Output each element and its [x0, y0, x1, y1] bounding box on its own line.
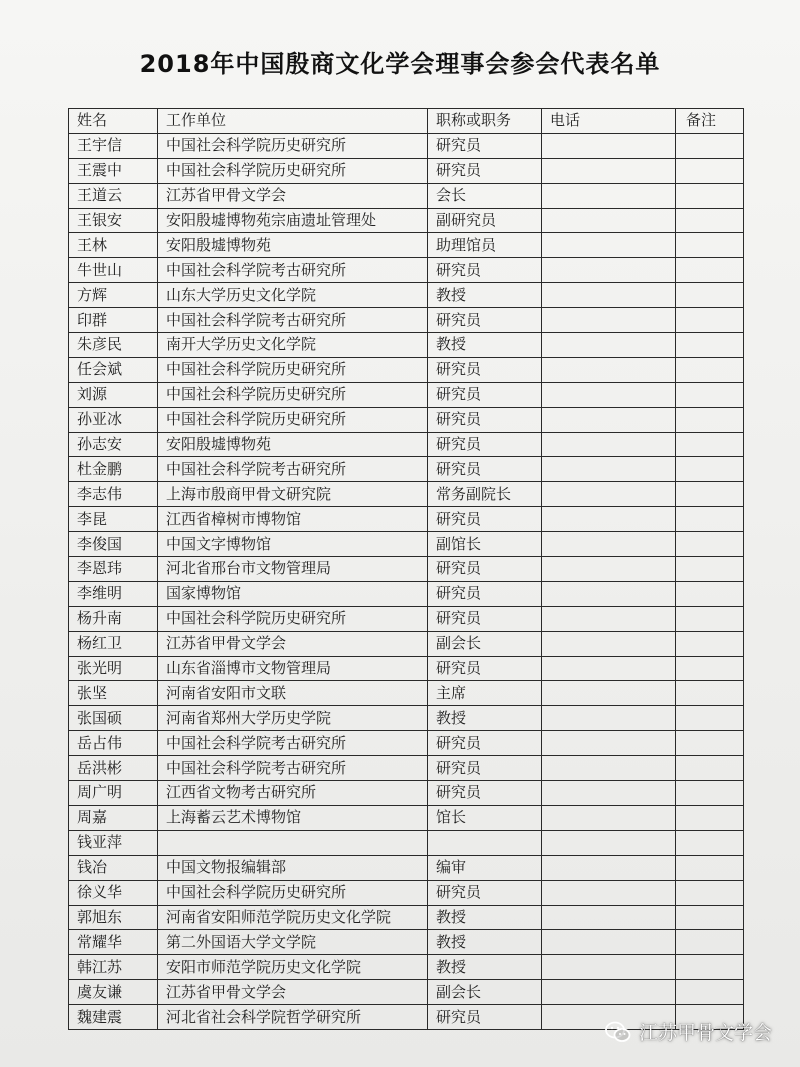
table-row	[69, 333, 744, 358]
cell-title: 副馆长	[428, 532, 542, 557]
cell-remarks	[676, 631, 744, 656]
cell-title: 研究员	[428, 756, 542, 781]
cell-unit: 河北省社会科学院哲学研究所	[158, 1005, 428, 1030]
cell-name: 杨红卫	[69, 631, 158, 656]
cell-remarks	[676, 681, 744, 706]
cell-title: 主席	[428, 681, 542, 706]
cell-title: 研究员	[428, 880, 542, 905]
cell-unit: 中国社会科学院历史研究所	[158, 407, 428, 432]
cell-phone	[542, 606, 676, 631]
cell-unit: 上海市殷商甲骨文研究院	[158, 482, 428, 507]
cell-name: 李恩玮	[69, 557, 158, 582]
cell-phone	[542, 905, 676, 930]
cell-name: 朱彦民	[69, 333, 158, 358]
cell-unit: 中国社会科学院历史研究所	[158, 880, 428, 905]
cell-name: 杨升南	[69, 606, 158, 631]
cell-title: 研究员	[428, 507, 542, 532]
cell-title: 副会长	[428, 980, 542, 1005]
table-row	[69, 756, 744, 781]
cell-title: 副研究员	[428, 208, 542, 233]
cell-title: 教授	[428, 930, 542, 955]
table-row	[69, 930, 744, 955]
table-row	[69, 407, 744, 432]
cell-phone	[542, 731, 676, 756]
cell-name: 周广明	[69, 781, 158, 806]
cell-remarks	[676, 507, 744, 532]
cell-name: 岳占伟	[69, 731, 158, 756]
cell-phone	[542, 183, 676, 208]
cell-title: 助理馆员	[428, 233, 542, 258]
cell-name: 钱冶	[69, 855, 158, 880]
table-row	[69, 905, 744, 930]
cell-unit: 国家博物馆	[158, 581, 428, 606]
cell-remarks	[676, 308, 744, 333]
table-row	[69, 955, 744, 980]
cell-unit: 河南省安阳市文联	[158, 681, 428, 706]
table-row	[69, 482, 744, 507]
cell-name: 刘源	[69, 382, 158, 407]
table-row	[69, 133, 744, 158]
cell-remarks	[676, 382, 744, 407]
table-row	[69, 357, 744, 382]
table-row	[69, 532, 744, 557]
cell-unit: 中国社会科学院考古研究所	[158, 258, 428, 283]
cell-remarks	[676, 980, 744, 1005]
table-header-row	[69, 109, 744, 134]
cell-remarks	[676, 183, 744, 208]
cell-name: 周嘉	[69, 805, 158, 830]
cell-title: 教授	[428, 905, 542, 930]
cell-title: 研究员	[428, 308, 542, 333]
cell-unit: 中国文物报编辑部	[158, 855, 428, 880]
cell-title: 教授	[428, 333, 542, 358]
cell-name: 王震中	[69, 158, 158, 183]
table-row	[69, 805, 744, 830]
cell-phone	[542, 581, 676, 606]
cell-name: 郭旭东	[69, 905, 158, 930]
table-row	[69, 208, 744, 233]
cell-name: 魏建震	[69, 1005, 158, 1030]
cell-remarks	[676, 432, 744, 457]
table-row	[69, 706, 744, 731]
cell-title: 研究员	[428, 606, 542, 631]
cell-name: 杜金鹏	[69, 457, 158, 482]
cell-phone	[542, 781, 676, 806]
table-row	[69, 781, 744, 806]
cell-phone	[542, 333, 676, 358]
cell-unit: 江苏省甲骨文学会	[158, 631, 428, 656]
table-row	[69, 557, 744, 582]
cell-title: 研究员	[428, 357, 542, 382]
cell-phone	[542, 258, 676, 283]
cell-title: 教授	[428, 955, 542, 980]
cell-unit: 江西省文物考古研究所	[158, 781, 428, 806]
cell-remarks	[676, 258, 744, 283]
cell-phone	[542, 756, 676, 781]
cell-remarks	[676, 955, 744, 980]
cell-phone	[542, 233, 676, 258]
cell-title: 研究员	[428, 1005, 542, 1030]
table-row	[69, 308, 744, 333]
cell-phone	[542, 308, 676, 333]
cell-remarks	[676, 930, 744, 955]
cell-phone	[542, 457, 676, 482]
table-row	[69, 606, 744, 631]
cell-remarks	[676, 532, 744, 557]
cell-remarks	[676, 706, 744, 731]
cell-unit: 中国社会科学院历史研究所	[158, 357, 428, 382]
cell-phone	[542, 830, 676, 855]
cell-name: 孙志安	[69, 432, 158, 457]
cell-phone	[542, 656, 676, 681]
cell-title: 副会长	[428, 631, 542, 656]
table-row	[69, 731, 744, 756]
cell-phone	[542, 955, 676, 980]
cell-phone	[542, 208, 676, 233]
cell-phone	[542, 283, 676, 308]
cell-remarks	[676, 855, 744, 880]
cell-remarks	[676, 805, 744, 830]
cell-name: 李俊国	[69, 532, 158, 557]
cell-unit: 中国社会科学院历史研究所	[158, 158, 428, 183]
cell-unit	[158, 830, 428, 855]
cell-name: 方辉	[69, 283, 158, 308]
document-title: 2018年中国殷商文化学会理事会参会代表名单	[139, 50, 661, 78]
header-phone: 电话	[542, 109, 676, 134]
cell-phone	[542, 880, 676, 905]
cell-title: 研究员	[428, 781, 542, 806]
cell-unit: 山东省淄博市文物管理局	[158, 656, 428, 681]
cell-phone	[542, 681, 676, 706]
cell-title	[428, 830, 542, 855]
cell-title: 研究员	[428, 457, 542, 482]
cell-title: 研究员	[428, 432, 542, 457]
cell-unit: 中国社会科学院考古研究所	[158, 457, 428, 482]
cell-remarks	[676, 208, 744, 233]
cell-name: 韩江苏	[69, 955, 158, 980]
cell-phone	[542, 980, 676, 1005]
attendee-table	[68, 108, 744, 1030]
cell-remarks	[676, 581, 744, 606]
cell-remarks	[676, 731, 744, 756]
cell-title: 教授	[428, 706, 542, 731]
table-row	[69, 158, 744, 183]
cell-phone	[542, 557, 676, 582]
cell-name: 岳洪彬	[69, 756, 158, 781]
watermark	[605, 1018, 772, 1045]
cell-remarks	[676, 482, 744, 507]
cell-unit: 中国社会科学院考古研究所	[158, 731, 428, 756]
cell-phone	[542, 805, 676, 830]
cell-remarks	[676, 457, 744, 482]
cell-title: 研究员	[428, 407, 542, 432]
table-row	[69, 283, 744, 308]
cell-title: 研究员	[428, 656, 542, 681]
cell-name: 徐义华	[69, 880, 158, 905]
cell-name: 虞友谦	[69, 980, 158, 1005]
cell-remarks	[676, 407, 744, 432]
cell-unit: 南开大学历史文化学院	[158, 333, 428, 358]
cell-title: 研究员	[428, 557, 542, 582]
cell-title: 馆长	[428, 805, 542, 830]
cell-phone	[542, 432, 676, 457]
wechat-icon	[605, 1021, 631, 1043]
cell-name: 张光明	[69, 656, 158, 681]
cell-unit: 第二外国语大学文学院	[158, 930, 428, 955]
cell-phone	[542, 532, 676, 557]
cell-remarks	[676, 656, 744, 681]
cell-remarks	[676, 781, 744, 806]
cell-unit: 中国社会科学院历史研究所	[158, 606, 428, 631]
cell-remarks	[676, 756, 744, 781]
cell-title: 教授	[428, 283, 542, 308]
cell-name: 李志伟	[69, 482, 158, 507]
table-row	[69, 457, 744, 482]
cell-name: 张国硕	[69, 706, 158, 731]
cell-unit: 上海蓄云艺术博物馆	[158, 805, 428, 830]
cell-unit: 中国文字博物馆	[158, 532, 428, 557]
cell-title: 会长	[428, 183, 542, 208]
cell-unit: 中国社会科学院考古研究所	[158, 756, 428, 781]
watermark-text: 江苏甲骨文学会	[638, 1022, 772, 1044]
cell-remarks	[676, 133, 744, 158]
cell-phone	[542, 855, 676, 880]
cell-name: 常耀华	[69, 930, 158, 955]
cell-phone	[542, 158, 676, 183]
table-row	[69, 681, 744, 706]
header-unit: 工作单位	[158, 109, 428, 134]
cell-unit: 安阳殷墟博物苑	[158, 233, 428, 258]
table-row	[69, 258, 744, 283]
cell-unit: 河南省郑州大学历史学院	[158, 706, 428, 731]
cell-name: 王林	[69, 233, 158, 258]
cell-name: 王银安	[69, 208, 158, 233]
cell-remarks	[676, 158, 744, 183]
cell-name: 王宇信	[69, 133, 158, 158]
cell-title: 研究员	[428, 382, 542, 407]
cell-unit: 江苏省甲骨文学会	[158, 183, 428, 208]
cell-title: 研究员	[428, 258, 542, 283]
table-row	[69, 183, 744, 208]
cell-name: 李维明	[69, 581, 158, 606]
cell-name: 钱亚萍	[69, 830, 158, 855]
cell-title: 研究员	[428, 158, 542, 183]
cell-unit: 安阳市师范学院历史文化学院	[158, 955, 428, 980]
cell-unit: 河北省邢台市文物管理局	[158, 557, 428, 582]
table-row	[69, 233, 744, 258]
cell-remarks	[676, 905, 744, 930]
cell-phone	[542, 482, 676, 507]
cell-phone	[542, 133, 676, 158]
cell-unit: 中国社会科学院历史研究所	[158, 133, 428, 158]
cell-title: 常务副院长	[428, 482, 542, 507]
header-name: 姓名	[69, 109, 158, 134]
cell-phone	[542, 382, 676, 407]
cell-phone	[542, 706, 676, 731]
cell-title: 研究员	[428, 731, 542, 756]
cell-title: 研究员	[428, 133, 542, 158]
cell-unit: 中国社会科学院历史研究所	[158, 382, 428, 407]
cell-name: 孙亚冰	[69, 407, 158, 432]
cell-remarks	[676, 606, 744, 631]
table-row	[69, 656, 744, 681]
cell-remarks	[676, 557, 744, 582]
cell-unit: 江苏省甲骨文学会	[158, 980, 428, 1005]
cell-phone	[542, 507, 676, 532]
cell-name: 李昆	[69, 507, 158, 532]
cell-remarks	[676, 880, 744, 905]
cell-name: 王道云	[69, 183, 158, 208]
cell-remarks	[676, 357, 744, 382]
cell-unit: 安阳殷墟博物苑宗庙遗址管理处	[158, 208, 428, 233]
table-row	[69, 382, 744, 407]
cell-title: 研究员	[428, 581, 542, 606]
header-remarks: 备注	[676, 109, 744, 134]
cell-phone	[542, 631, 676, 656]
table-row	[69, 581, 744, 606]
cell-phone	[542, 930, 676, 955]
cell-phone	[542, 357, 676, 382]
cell-unit: 江西省樟树市博物馆	[158, 507, 428, 532]
cell-unit: 山东大学历史文化学院	[158, 283, 428, 308]
table-row	[69, 631, 744, 656]
cell-name: 任会斌	[69, 357, 158, 382]
header-title: 职称或职务	[428, 109, 542, 134]
cell-unit: 河南省安阳师范学院历史文化学院	[158, 905, 428, 930]
table-row	[69, 880, 744, 905]
cell-remarks	[676, 333, 744, 358]
cell-name: 印群	[69, 308, 158, 333]
cell-remarks	[676, 830, 744, 855]
cell-remarks	[676, 283, 744, 308]
cell-name: 张坚	[69, 681, 158, 706]
cell-unit: 中国社会科学院考古研究所	[158, 308, 428, 333]
table-row	[69, 507, 744, 532]
table-row	[69, 830, 744, 855]
table-row	[69, 432, 744, 457]
cell-name: 牛世山	[69, 258, 158, 283]
table-row	[69, 855, 744, 880]
cell-title: 编审	[428, 855, 542, 880]
cell-unit: 安阳殷墟博物苑	[158, 432, 428, 457]
cell-phone	[542, 407, 676, 432]
cell-remarks	[676, 233, 744, 258]
table-row	[69, 980, 744, 1005]
